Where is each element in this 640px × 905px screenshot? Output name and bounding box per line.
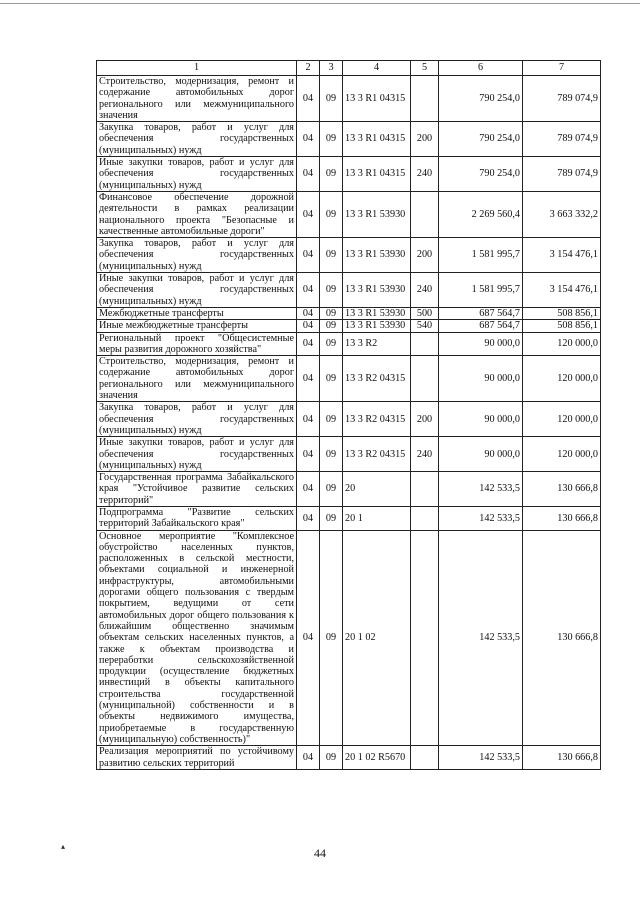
scan-top-edge [0,3,640,4]
column-header: 6 [439,61,523,76]
cell-amount-year1: 90 000,0 [439,437,523,472]
table-row [97,530,601,746]
scan-speck: ▴ [61,842,66,851]
cell-target-article: 13 3 R2 04315 [343,437,411,472]
cell-name: Государственная программа Забайкальского края "Устойчивое развитие сельских территорий" [97,472,297,507]
cell-target-article: 20 1 02 [343,530,411,746]
cell-name: Региональный проект "Общесистемные меры развития дорожного хозяйства" [97,332,297,356]
cell-target-article: 13 3 R1 53930 [343,238,411,273]
cell-amount-year1: 142 533,5 [439,746,523,770]
cell-expense-type: 540 [411,320,439,332]
cell-amount-year2: 120 000,0 [523,332,601,356]
cell-section: 04 [297,273,320,308]
cell-amount-year1: 142 533,5 [439,472,523,507]
cell-amount-year2: 3 154 476,1 [523,273,601,308]
table-row [97,273,601,308]
cell-amount-year2: 120 000,0 [523,402,601,437]
cell-target-article: 13 3 R2 04315 [343,356,411,402]
table-row [97,472,601,507]
column-header: 5 [411,61,439,76]
cell-subsection: 09 [320,472,343,507]
cell-section: 04 [297,402,320,437]
table-row [97,402,601,437]
cell-expense-type: 240 [411,157,439,192]
cell-target-article: 13 3 R2 [343,332,411,356]
cell-target-article: 13 3 R1 53930 [343,191,411,237]
page-number: 44 [314,846,326,860]
cell-target-article: 13 3 R1 04315 [343,157,411,192]
cell-name: Подпрограмма "Развитие сельских территорий Забайкальского края" [97,506,297,530]
cell-expense-type: 200 [411,402,439,437]
cell-subsection: 09 [320,273,343,308]
cell-section: 04 [297,238,320,273]
cell-target-article: 20 1 [343,506,411,530]
cell-expense-type: 200 [411,122,439,157]
cell-amount-year1: 1 581 995,7 [439,273,523,308]
cell-name: Основное мероприятие "Комплексное обустройство населенных пунктов, расположенных в сельской местности, объектами социальной и инженерной инфраструктуры, автомобильными дорогами общего пользования с твердым покрытием, ведущими от сети автомобильных дорог общего пользования к ближайшим общественно значимым объектам сельских населенных пунктов, а также к объектам производства и переработки сельскохозяйственной продукции (осуществление бюджетных инвестиций в объекты капитального строительства государственной (муниципальной) собственности и в объекты недвижимого имущества, приобретаемые в государственную (муниципальную) собственность)" [97,530,297,746]
table-row [97,746,601,770]
cell-section: 04 [297,437,320,472]
cell-section: 04 [297,76,320,122]
cell-target-article: 13 3 R1 53930 [343,320,411,332]
column-header: 7 [523,61,601,76]
cell-target-article: 13 3 R2 04315 [343,402,411,437]
cell-name: Закупка товаров, работ и услуг для обеспечения государственных (муниципальных) нужд [97,402,297,437]
cell-name: Финансовое обеспечение дорожной деятельности в рамках реализации национального проекта "Безопасные и качественные автомобильные дороги" [97,191,297,237]
cell-amount-year2: 130 666,8 [523,746,601,770]
cell-amount-year1: 687 564,7 [439,320,523,332]
cell-subsection: 09 [320,191,343,237]
cell-name: Строительство, модернизация, ремонт и содержание автомобильных дорог регионального или межмуниципального значения [97,76,297,122]
cell-subsection: 09 [320,238,343,273]
cell-amount-year1: 790 254,0 [439,157,523,192]
table-row [97,437,601,472]
cell-amount-year2: 508 856,1 [523,307,601,319]
cell-subsection: 09 [320,506,343,530]
cell-subsection: 09 [320,76,343,122]
cell-expense-type [411,472,439,507]
cell-amount-year1: 90 000,0 [439,356,523,402]
cell-amount-year1: 90 000,0 [439,332,523,356]
cell-amount-year2: 120 000,0 [523,437,601,472]
table-row [97,356,601,402]
cell-subsection: 09 [320,402,343,437]
cell-amount-year1: 790 254,0 [439,76,523,122]
cell-expense-type [411,191,439,237]
cell-expense-type [411,746,439,770]
cell-amount-year1: 2 269 560,4 [439,191,523,237]
cell-amount-year2: 120 000,0 [523,356,601,402]
cell-name: Закупка товаров, работ и услуг для обеспечения государственных (муниципальных) нужд [97,238,297,273]
cell-target-article: 20 [343,472,411,507]
table-row [97,320,601,332]
cell-section: 04 [297,320,320,332]
column-header: 3 [320,61,343,76]
cell-subsection: 09 [320,332,343,356]
cell-section: 04 [297,356,320,402]
cell-section: 04 [297,530,320,746]
cell-name: Иные закупки товаров, работ и услуг для обеспечения государственных (муниципальных) нужд [97,437,297,472]
column-header: 2 [297,61,320,76]
table-row [97,157,601,192]
cell-amount-year1: 142 533,5 [439,530,523,746]
cell-amount-year1: 142 533,5 [439,506,523,530]
table-header-row [97,61,601,76]
cell-subsection: 09 [320,530,343,746]
cell-subsection: 09 [320,157,343,192]
budget-table [96,60,601,770]
cell-name: Иные межбюджетные трансферты [97,320,297,332]
cell-expense-type: 200 [411,238,439,273]
cell-target-article: 20 1 02 R5670 [343,746,411,770]
cell-amount-year2: 3 663 332,2 [523,191,601,237]
cell-section: 04 [297,157,320,192]
cell-expense-type [411,332,439,356]
cell-amount-year2: 3 154 476,1 [523,238,601,273]
table-row [97,122,601,157]
cell-target-article: 13 3 R1 04315 [343,122,411,157]
table-row [97,332,601,356]
cell-amount-year1: 1 581 995,7 [439,238,523,273]
cell-amount-year2: 789 074,9 [523,76,601,122]
cell-expense-type [411,76,439,122]
cell-expense-type: 240 [411,273,439,308]
cell-expense-type [411,506,439,530]
cell-amount-year2: 130 666,8 [523,472,601,507]
cell-amount-year1: 790 254,0 [439,122,523,157]
column-header: 1 [97,61,297,76]
table-row [97,506,601,530]
cell-target-article: 13 3 R1 53930 [343,273,411,308]
cell-amount-year2: 130 666,8 [523,506,601,530]
cell-amount-year2: 130 666,8 [523,530,601,746]
table-body [97,76,601,770]
cell-section: 04 [297,472,320,507]
cell-section: 04 [297,506,320,530]
cell-amount-year2: 789 074,9 [523,122,601,157]
cell-subsection: 09 [320,122,343,157]
cell-name: Иные закупки товаров, работ и услуг для обеспечения государственных (муниципальных) нужд [97,157,297,192]
table-row [97,238,601,273]
cell-target-article: 13 3 R1 53930 [343,307,411,319]
cell-name: Иные закупки товаров, работ и услуг для обеспечения государственных (муниципальных) нужд [97,273,297,308]
cell-section: 04 [297,332,320,356]
cell-expense-type [411,530,439,746]
table-row [97,76,601,122]
cell-subsection: 09 [320,356,343,402]
cell-expense-type: 240 [411,437,439,472]
cell-subsection: 09 [320,320,343,332]
column-header: 4 [343,61,411,76]
cell-subsection: 09 [320,307,343,319]
cell-amount-year1: 687 564,7 [439,307,523,319]
cell-section: 04 [297,191,320,237]
cell-section: 04 [297,307,320,319]
cell-amount-year2: 789 074,9 [523,157,601,192]
cell-name: Межбюджетные трансферты [97,307,297,319]
cell-amount-year1: 90 000,0 [439,402,523,437]
cell-amount-year2: 508 856,1 [523,320,601,332]
cell-name: Реализация мероприятий по устойчивому развитию сельских территорий [97,746,297,770]
cell-section: 04 [297,122,320,157]
cell-name: Закупка товаров, работ и услуг для обеспечения государственных (муниципальных) нужд [97,122,297,157]
cell-section: 04 [297,746,320,770]
table-row [97,307,601,319]
cell-subsection: 09 [320,437,343,472]
table-row [97,191,601,237]
cell-subsection: 09 [320,746,343,770]
cell-expense-type: 500 [411,307,439,319]
cell-name: Строительство, модернизация, ремонт и содержание автомобильных дорог регионального или межмуниципального значения [97,356,297,402]
cell-target-article: 13 3 R1 04315 [343,76,411,122]
cell-expense-type [411,356,439,402]
